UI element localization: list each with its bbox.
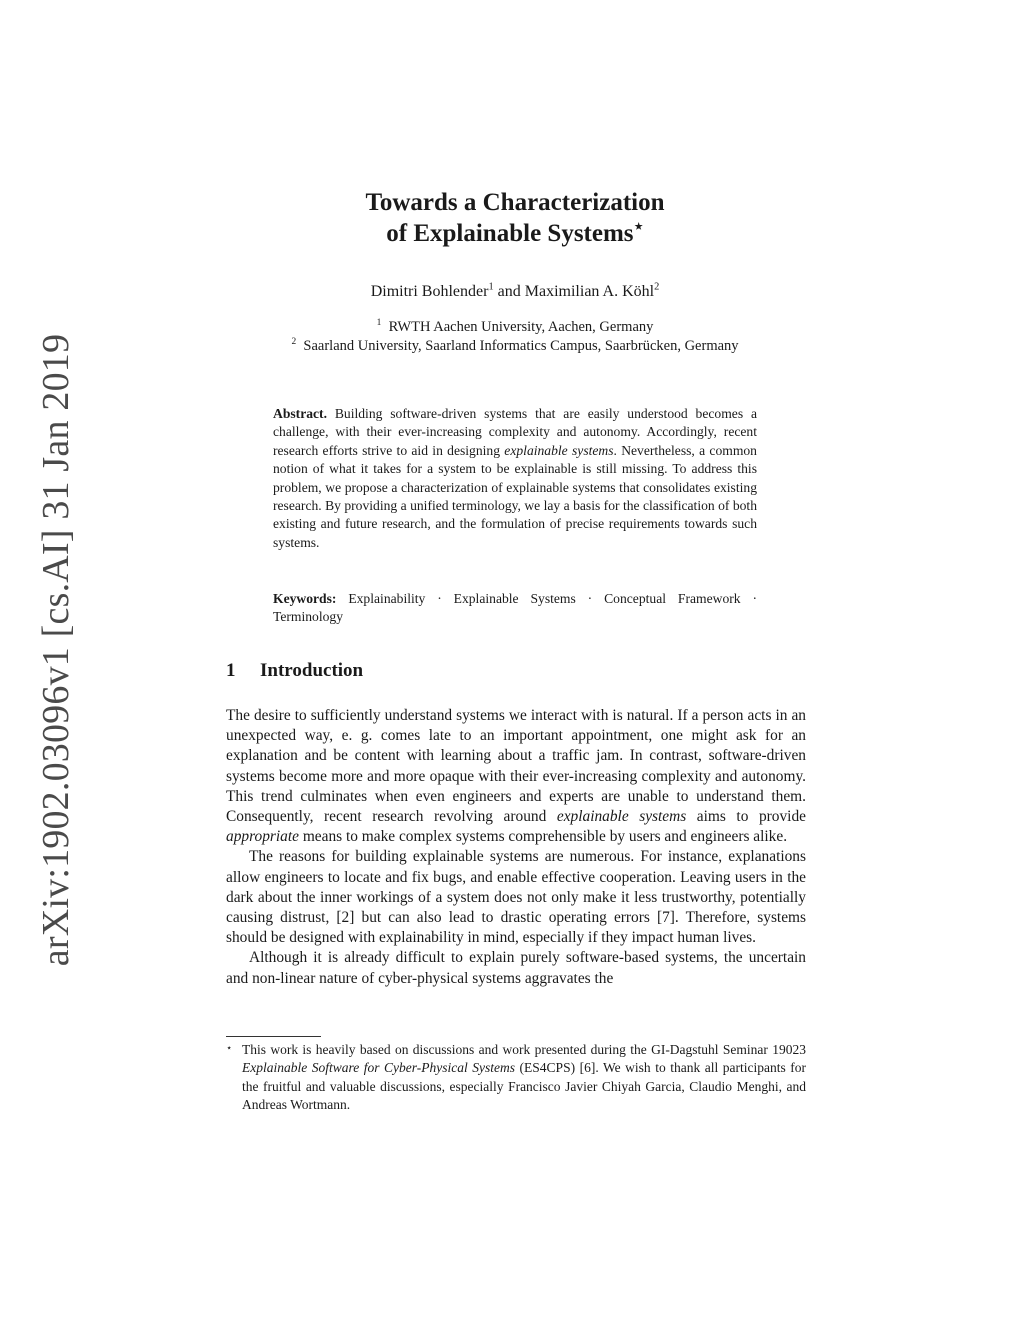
footnote: ⋆ This work is heavily based on discussions and work presented during the GI-Dagstuhl Seminar 19023 Explainable Software for Cyber-Physical Systems (ES4CPS) [6]. We wish to thank all participants for the fruitful and valuable discussions, especially Francisco Javier Chiyah Garcia, Claudio Menghi, and Andreas Wortmann.: [226, 1042, 806, 1112]
title-line-2: of Explainable Systems⋆: [386, 217, 644, 247]
footnote-mark: ⋆: [226, 1043, 233, 1054]
keywords: Keywords: Explainability · Explainable Systems · Conceptual Framework · Terminology: [273, 591, 757, 625]
abstract-label: Abstract.: [273, 406, 327, 421]
paragraph-3: Although it is already difficult to explain purely software-based systems, the uncertain and non-linear nature of cyber-physical systems aggravates the: [226, 949, 806, 987]
footnote-rule: [226, 1036, 321, 1037]
author-2: Maximilian A. Köhl: [524, 283, 655, 300]
author-list: Dimitri Bohlender$^1$ and Maximilian A. Köhl$^2$: [370, 281, 660, 300]
author-1: Dimitri Bohlender: [370, 283, 489, 300]
paragraph-1: The desire to sufficiently understand systems we interact with is natural. If a person acts in an unexpected way, e. g. comes late to an important appointment, one might ask for an explanation and be content with learning about a traffic jam. In contrast, software-driven systems become more and more opaque with their ever-increasing complexity and autonomy. This trend culminates when even engineers and experts are unable to understand them. Consequently, recent research revolving around explainable systems aims to provide appropriate means to make complex systems comprehensible by users and engineers alike.: [226, 707, 806, 846]
affiliation-1: $^1$ RWTH Aachen University, Aachen, Germany: [376, 318, 654, 335]
title-footnote-mark: ⋆: [633, 217, 644, 236]
section-number: 1: [226, 660, 236, 681]
section-heading: [226, 660, 363, 682]
title-line-1: Towards a Characterization: [365, 189, 665, 216]
arxiv-identifier-text: arXiv:1902.03096v1 [cs.AI] 31 Jan 2019: [35, 333, 77, 967]
paper-title: [200, 187, 830, 249]
keywords-label: Keywords:: [273, 591, 337, 606]
paragraph-2: The reasons for building explainable systems are numerous. For instance, explanations allow engineers to locate and fix bugs, and enable effective cooperation. Leaving users in the dark about the inner workings of a system does not only make it less trustworthy, potentially causing distrust, [2] but can also lead to drastic operating errors [7]. Therefore, systems should be designed with explainability in mind, especially if they impact human lives.: [226, 848, 806, 947]
section-title: Introduction: [260, 660, 364, 681]
abstract: Abstract. Building software-driven systems that are easily understood becomes a challenge, with their ever-increasing complexity and autonomy. Accordingly, recent research efforts strive to aid in designing explainable systems. Nevertheless, a common notion of what it takes for a system to be explainable is still missing. To address this problem, we propose a characterization of explainable systems that consolidates existing research. By providing a unified terminology, we lay a basis for the classification of both existing and future research, and the formulation of precise requirements towards such systems.: [273, 406, 757, 550]
affiliation-2: $^2$ Saarland University, Saarland Informatics Campus, Saarbrücken, Germany: [291, 337, 739, 354]
body-text: [226, 706, 806, 989]
